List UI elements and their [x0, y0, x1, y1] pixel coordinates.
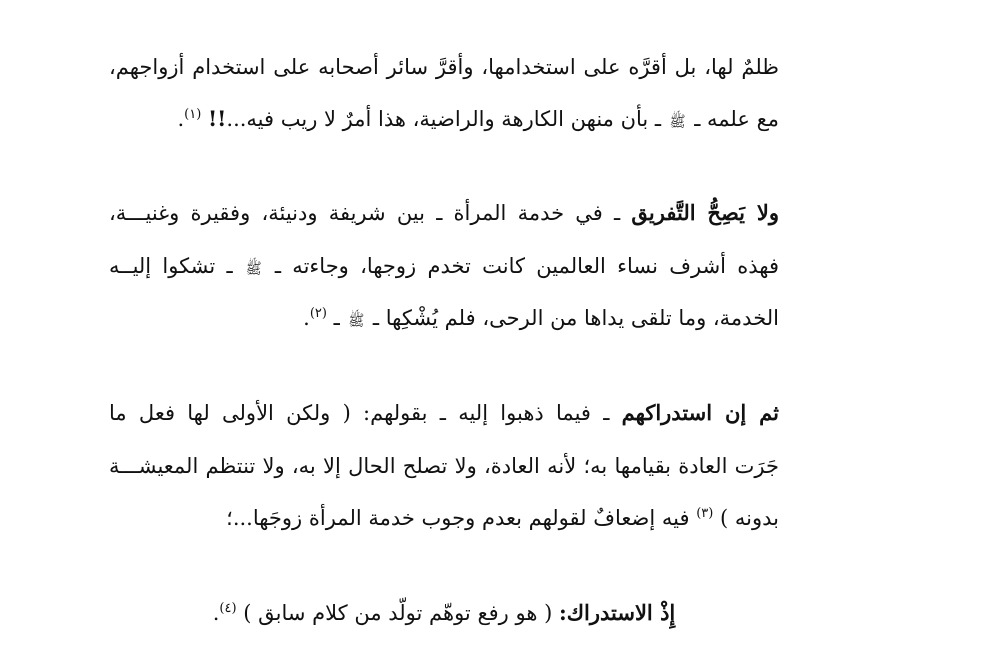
text: ـ في خدمة المرأة ـ بين شريفة ودنيئة، وفقيرة وغنيـــة،: [109, 201, 621, 225]
text: فهذه أشرف نساء العالمين كانت تخدم زوجها، وجاءته ـ: [274, 254, 779, 278]
paragraph-1-line-1: [109, 52, 779, 82]
text: ظلمٌ لها، بل أقرَّه على استخدامها، وأقرَّ سائر أصحابه على استخدام أزواجهم،: [109, 55, 779, 79]
paragraph-2-line-3: [109, 303, 779, 337]
text: ـ تشكوا إليــه: [109, 254, 233, 278]
text: بدونه ): [720, 506, 779, 530]
exclamation-marks: !!: [207, 106, 227, 131]
text: ـ فيما ذهبوا إليه ـ بقولهم: ( ولكن الأولى لها فعل ما: [109, 401, 610, 425]
paragraph-4-line-1: [109, 598, 779, 628]
paragraph-3-line-1: [109, 398, 779, 428]
paragraph-3-line-3: [109, 503, 779, 533]
paragraph-3-line-2: [109, 451, 779, 481]
paragraph-1-line-2: [109, 104, 779, 138]
heading-phrase: ثم إن استدراكهم: [621, 400, 779, 425]
heading-phrase: إِذْ الاستدراك:: [558, 600, 676, 625]
text: جَرَت العادة بقيامها به؛ لأنه العادة، ولا تصلح الحال إلا به، ولا تنتظم المعيشـــة: [109, 454, 779, 478]
sentence-end: .: [177, 107, 185, 131]
text: ـ بأن منهن الكارهة والراضية، هذا أمرٌ لا ريب فيه...: [226, 107, 662, 131]
heading-phrase: ولا يَصِحُّ التَّفريق: [631, 200, 779, 225]
text: الخدمة، وما تلقى يداها من الرحى، فلم يُشْكِها ـ: [372, 306, 779, 330]
footnote-marker-3: (٣): [696, 506, 714, 521]
text: ـ: [333, 306, 340, 330]
text: فيه إضعافٌ لقولهم بعدم وجوب خدمة المرأة زوجَها...؛: [226, 506, 690, 530]
salawat-honorific-icon: ﷺ: [348, 312, 365, 331]
text: مع علمه ـ: [694, 107, 779, 131]
footnote-marker-4: (٤): [219, 601, 237, 616]
salawat-honorific-icon: ﷺ: [669, 113, 686, 132]
paragraph-2-line-1: [109, 198, 779, 228]
paragraph-2-line-2: [109, 251, 779, 285]
text: ( هو رفع توهّم تولّد من كلام سابق ): [243, 601, 553, 625]
salawat-honorific-icon: ﷺ: [245, 260, 262, 279]
footnote-marker-2: (٢): [309, 306, 327, 321]
footnote-marker-1: (١): [184, 107, 202, 122]
sentence-end: .: [303, 306, 310, 330]
sentence-end: .: [212, 601, 220, 625]
